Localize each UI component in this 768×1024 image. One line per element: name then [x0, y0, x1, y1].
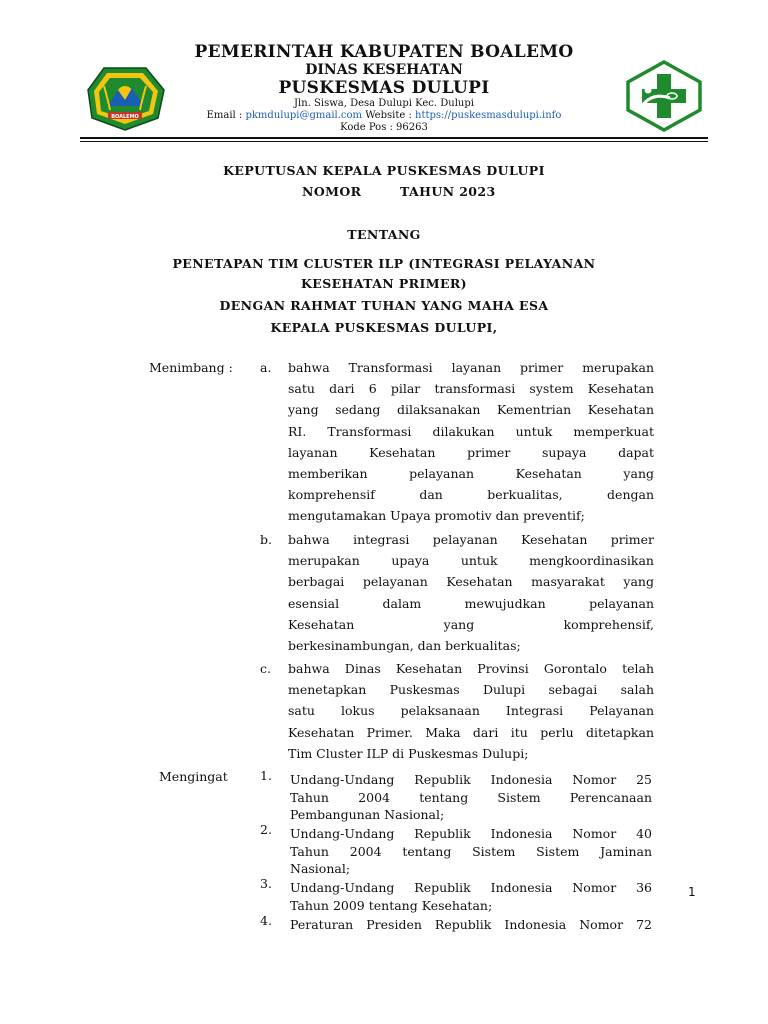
line: bahwa Transformasi layanan primer merupakan — [288, 360, 654, 375]
line: Kesehatan yang komprehensif, — [288, 616, 654, 632]
menimbang-item-letter: c. — [260, 661, 271, 676]
line: Kesehatan Primer. Maka dari itu perlu ditetapkan — [288, 724, 654, 740]
header-agency-name: DINAS KESEHATAN — [305, 62, 463, 78]
website-label: Website : — [362, 110, 415, 121]
line: mengutamakan Upaya promotiv dan preventif; — [288, 508, 585, 524]
line: bahwa Dinas Kesehatan Provinsi Gorontalo telah — [288, 661, 654, 676]
line: Tahun 2004 tentang Sistem Perencanaan — [290, 789, 652, 805]
header-address: Jln. Siswa, Desa Dulupi Kec. Dulupi — [294, 98, 474, 109]
line: Tim Cluster ILP di Puskesmas Dulupi; — [288, 745, 529, 761]
line: satu lokus pelaksanaan Integrasi Pelayanan — [288, 703, 654, 719]
line: RI. Transformasi dilakukan untuk memperkuat — [288, 423, 654, 439]
menimbang-item-c — [288, 658, 654, 764]
header-government-name: PEMERINTAH KABUPATEN BOALEMO — [194, 42, 574, 62]
header-postal-code: Kode Pos : 96263 — [340, 122, 428, 133]
menimbang-item-a — [288, 357, 654, 527]
menimbang-item-b — [288, 529, 654, 656]
line: berbagai pelayanan Kesehatan masyarakat yang — [288, 574, 654, 590]
website-link[interactable]: https://puskesmasdulupi.info — [415, 110, 562, 121]
menimbang-item-letter: b. — [260, 532, 272, 547]
line: Peraturan Presiden Republik Indonesia Nomor 72 — [290, 917, 652, 932]
header-puskesmas-name: PUSKESMAS DULUPI — [278, 78, 490, 98]
mengingat-item-1 — [290, 771, 652, 824]
line: merupakan upaya untuk mengkoordinasikan — [288, 553, 654, 569]
line: Undang-Undang Republik Indonesia Nomor 36 — [290, 880, 652, 895]
email-link[interactable]: pkmdulupi@gmail.com — [245, 110, 363, 121]
decree-title: KEPUTUSAN KEPALA PUSKESMAS DULUPI — [223, 163, 545, 178]
header-divider — [80, 137, 708, 139]
line: berkesinambungan, dan berkualitas; — [288, 637, 521, 653]
mengingat-item-number: 4. — [260, 913, 272, 928]
line: layanan Kesehatan primer supaya dapat — [288, 444, 654, 460]
rahmat-line: DENGAN RAHMAT TUHAN YANG MAHA ESA — [219, 298, 549, 313]
line: Pembangunan Nasional; — [290, 807, 445, 822]
line: Tahun 2004 tentang Sistem Sistem Jaminan — [290, 843, 652, 859]
line: Tahun 2009 tentang Kesehatan; — [290, 897, 493, 913]
line: satu dari 6 pilar transformasi system Kesehatan — [288, 381, 654, 397]
mengingat-label: Mengingat — [159, 769, 228, 784]
line: memberikan pelayanan Kesehatan yang — [288, 465, 654, 481]
line: Undang-Undang Republik Indonesia Nomor 25 — [290, 772, 652, 787]
line: komprehensif dan berkualitas, dengan — [288, 487, 654, 503]
tentang-heading: TENTANG — [347, 227, 421, 242]
mengingat-item-number: 1. — [260, 768, 272, 783]
mengingat-item-4 — [290, 916, 652, 934]
header-contact — [0, 110, 768, 121]
menimbang-item-letter: a. — [260, 360, 272, 375]
line: menetapkan Puskesmas Dulupi sebagai salah — [288, 682, 654, 698]
nomor-label: NOMOR — [302, 184, 362, 199]
subject-line-2: KESEHATAN PRIMER) — [301, 276, 467, 291]
line: esensial dalam mewujudkan pelayanan — [288, 595, 654, 611]
line: bahwa integrasi pelayanan Kesehatan primer — [288, 532, 654, 547]
line: Nasional; — [290, 861, 351, 876]
mengingat-item-2 — [290, 825, 652, 878]
kepala-line: KEPALA PUSKESMAS DULUPI, — [270, 320, 498, 335]
mengingat-item-3 — [290, 879, 652, 914]
emblem-ribbon-text: BOALEMO — [111, 113, 139, 120]
subject-line-1: PENETAPAN TIM CLUSTER ILP (INTEGRASI PELAYANAN — [172, 256, 596, 271]
header-divider-thin — [80, 141, 708, 142]
line: Undang-Undang Republik Indonesia Nomor 40 — [290, 826, 652, 841]
mengingat-item-number: 3. — [260, 876, 272, 891]
page-number: 1 — [688, 885, 696, 899]
mengingat-item-number: 2. — [260, 822, 272, 837]
menimbang-label: Menimbang : — [149, 360, 233, 375]
email-label: Email : — [206, 110, 246, 121]
tahun-label: TAHUN 2023 — [400, 184, 496, 199]
line: yang sedang dilaksanakan Kementrian Kesehatan — [288, 402, 654, 418]
